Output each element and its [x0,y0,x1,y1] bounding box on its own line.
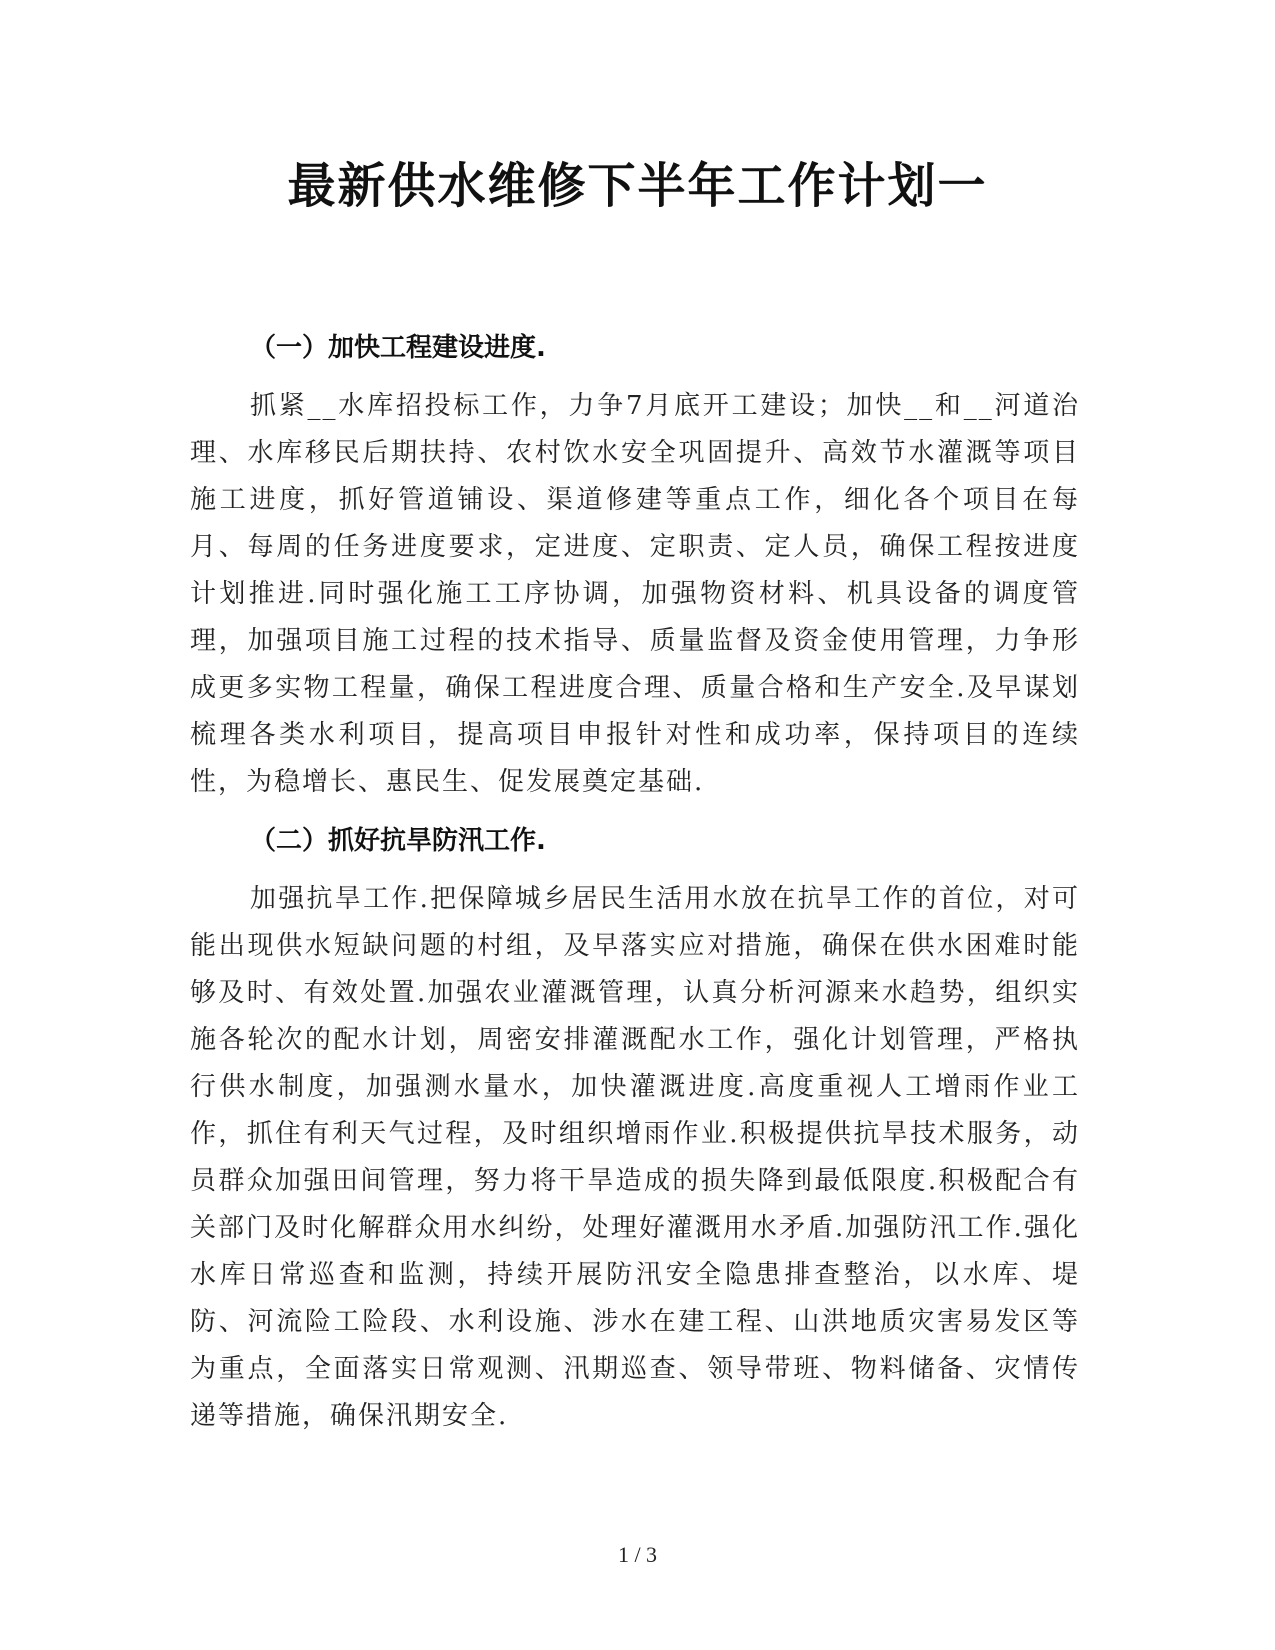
section-heading-2: （二）抓好抗旱防汛工作. [250,826,546,856]
page-number: 1 / 3 [617,1542,658,1567]
document-title: 最新供水维修下半年工作计划一 [287,158,988,214]
section-paragraph-2: 加强抗旱工作.把保障城乡居民生活用水放在抗旱工作的首位，对可能出现供水短缺问题的村组，及早落实应对措施，确保在供水困难时能够及时、有效处置.加强农业灌溉管理，认真分析河源来水趋势，组织实施各轮次的配水计划，周密安排灌溉配水工作，强化计划管理，严格执行供水制度，加强测水量水，加快灌溉进度.高度重视人工增雨作业工作，抓住有利天气过程，及时组织增雨作业.积极提供抗旱技术服务，动员群众加强田间管理，努力将干旱造成的损失降到最低限度.积极配合有关部门及时化解群众用水纠纷，处理好灌溉用水矛盾.加强防汛工作.强化水库日常巡查和监测，持续开展防汛安全隐患排查整治，以水库、堤防、河流险工险段、水利设施、涉水在建工程、山洪地质灾害易发区等为重点，全面落实日常观测、汛期巡查、领导带班、物料储备、灾情传递等措施，确保汛期安全. [190,884,1080,1431]
document-body [190,325,1080,1452]
section-paragraph-1: 抓紧__水库招投标工作，力争7月底开工建设；加快__和__河道治理、水库移民后期扶持、农村饮水安全巩固提升、高效节水灌溉等项目施工进度，抓好管道铺设、渠道修建等重点工作，细化各个项目在每月、每周的任务进度要求，定进度、定职责、定人员，确保工程按进度计划推进.同时强化施工工序协调，加强物资材料、机具设备的调度管理，加强项目施工过程的技术指导、质量监督及资金使用管理，力争形成更多实物工程量，确保工程进度合理、质量合格和生产安全.及早谋划梳理各类水利项目，提高项目申报针对性和成功率，保持项目的连续性，为稳增长、惠民生、促发展奠定基础. [190,391,1080,797]
section-heading-1: （一）加快工程建设进度. [250,333,546,363]
